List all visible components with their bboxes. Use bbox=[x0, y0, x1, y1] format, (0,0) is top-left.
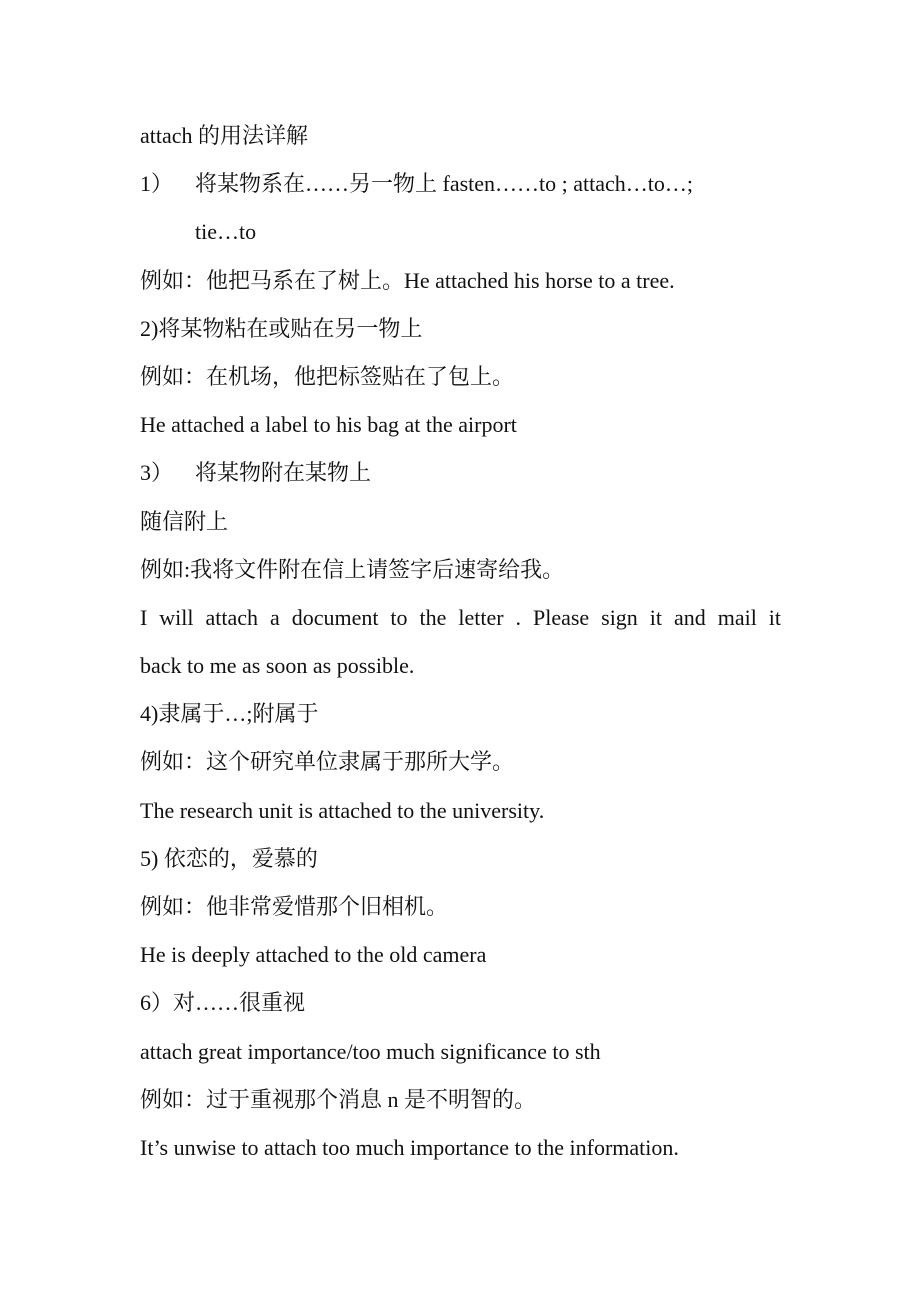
sense-1-text: 将某物系在……另一物上 fasten……to ; attach…to…; bbox=[195, 171, 693, 197]
sense-2-heading: 2)将某物粘在或贴在另一物上 bbox=[140, 315, 423, 341]
sense-1-heading bbox=[140, 160, 790, 208]
sense-5-heading: 5) 依恋的，爱慕的 bbox=[140, 845, 318, 871]
document-title: attach 的用法详解 bbox=[140, 123, 309, 148]
example-1: 例如：他把马系在了树上。He attached his horse to a tree. bbox=[140, 267, 675, 293]
sense-6-phrase: attach great importance/too much significance to sth bbox=[140, 1038, 601, 1064]
sense-3-heading bbox=[140, 449, 790, 497]
example-6-english: It’s unwise to attach too much importance to the information. bbox=[140, 1134, 679, 1160]
sense-3-text: 将某物附在某物上 bbox=[195, 460, 372, 486]
example-5-chinese: 例如：他非常爱惜那个旧相机。 bbox=[140, 894, 449, 919]
sense-3-number: 3） bbox=[140, 460, 174, 486]
document-body bbox=[140, 112, 790, 1172]
example-5-english: He is deeply attached to the old camera bbox=[140, 942, 487, 968]
example-3-english-line-2: back to me as soon as possible. bbox=[140, 653, 415, 679]
sense-3-subphrase: 随信附上 bbox=[140, 508, 229, 534]
sense-1-number: 1） bbox=[140, 171, 174, 197]
sense-1-continuation: tie…to bbox=[195, 219, 257, 245]
example-3-english-line-1: I will attach a document to the letter . Please sign it and mail it bbox=[140, 604, 781, 630]
example-3-chinese: 例如:我将文件附在信上请签字后速寄给我。 bbox=[140, 556, 565, 582]
example-2-chinese: 例如：在机场，他把标签贴在了包上。 bbox=[140, 363, 515, 389]
sense-4-heading: 4)隶属于…;附属于 bbox=[140, 701, 319, 727]
example-4-english: The research unit is attached to the university. bbox=[140, 797, 545, 823]
example-4-chinese: 例如：这个研究单位隶属于那所大学。 bbox=[140, 749, 515, 775]
sense-6-heading: 6）对……很重视 bbox=[140, 990, 306, 1016]
example-6-chinese: 例如：过于重视那个消息 n 是不明智的。 bbox=[140, 1086, 537, 1112]
example-2-english: He attached a label to his bag at the airport bbox=[140, 412, 517, 438]
